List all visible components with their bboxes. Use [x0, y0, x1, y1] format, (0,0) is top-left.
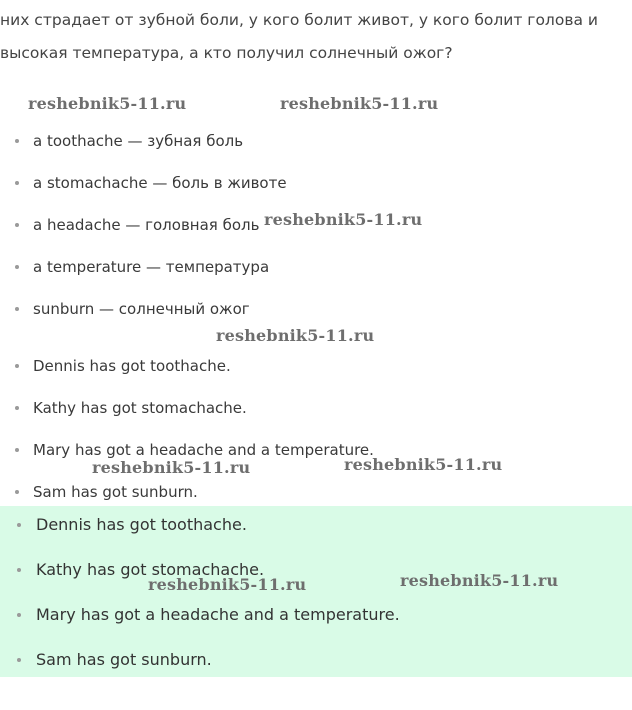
bullet-icon: [15, 490, 19, 494]
bullet-icon: [15, 364, 19, 368]
answer-box: Dennis has got toothache. Kathy has got stomachache. Mary has got a headache and a temperature. Sam has got sunburn.: [0, 506, 632, 677]
bullet-icon: [15, 307, 19, 311]
watermark: reshebnik5-11.ru: [344, 455, 503, 474]
bullet-icon: [17, 568, 21, 572]
bullet-icon: [15, 448, 19, 452]
watermark: reshebnik5-11.ru: [216, 326, 375, 345]
bullet-icon: [17, 658, 21, 662]
bullet-icon: [15, 139, 19, 143]
intro-paragraph: них страдает от зубной боли, у кого болит живот, у кого болит голова и высокая температура, а кто получил солнечный ожог?: [0, 11, 598, 62]
watermark: reshebnik5-11.ru: [28, 94, 187, 113]
bullet-icon: [17, 613, 21, 617]
watermark: reshebnik5-11.ru: [400, 571, 559, 590]
watermark: reshebnik5-11.ru: [264, 210, 423, 229]
watermark: reshebnik5-11.ru: [280, 94, 439, 113]
bullet-icon: [15, 223, 19, 227]
watermark: reshebnik5-11.ru: [148, 575, 307, 594]
bullet-icon: [17, 523, 21, 527]
watermark: reshebnik5-11.ru: [92, 458, 251, 477]
bullet-icon: [15, 265, 19, 269]
bullet-icon: [15, 406, 19, 410]
bullet-icon: [15, 181, 19, 185]
